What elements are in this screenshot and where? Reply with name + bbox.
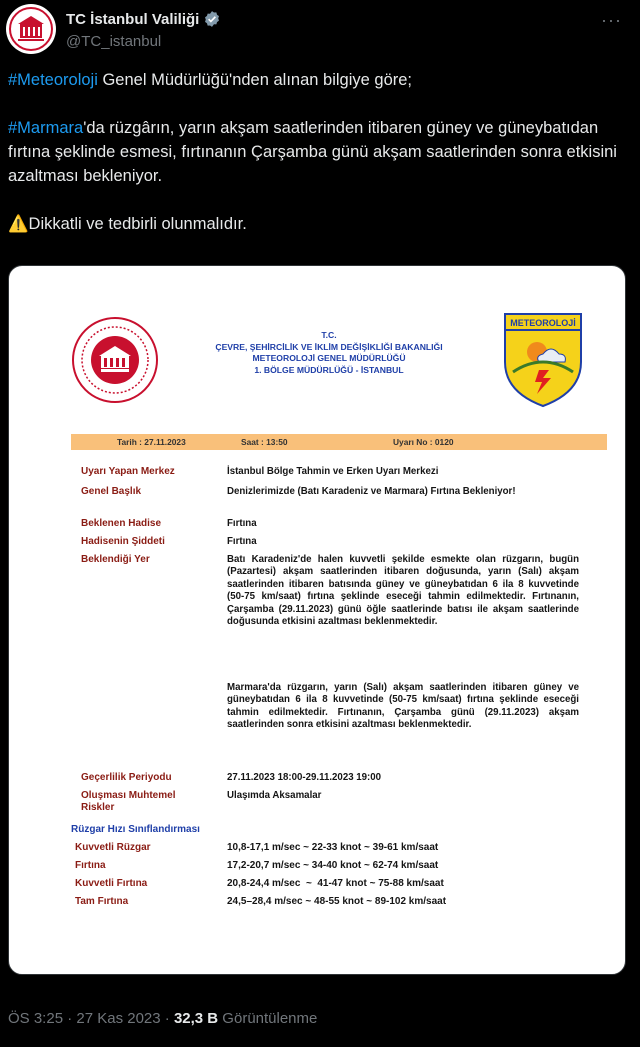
wind-class-label: Fırtına xyxy=(75,860,106,871)
field-value: Batı Karadeniz'de halen kuvvetli şekilde esmekte olan rüzgarın, bugün (Pazartesi) akşam saatlerinden itibaren doğusunda, yarın (Salı) akşam saatlerinden itibaren batısında güney ve güneybatıdan 6 ila 8 kuvvetinde (50-75 km/saat) fırtına şeklinde eseceği tahmin edilmektedir. Fırtınanın, Çarşamba (29.11.2023) günü öğle saatlerinde batısı ile akşam saatlerinde doğusunda etkisini azaltması beklenmektedir. xyxy=(227,554,579,628)
field-label: Beklenen Hadise xyxy=(81,518,162,529)
field-value: Fırtına xyxy=(227,536,257,547)
wind-class-value: 20,8-24,4 m/sec ~ 41-47 knot ~ 75-88 km/saat xyxy=(227,878,444,889)
meteorology-logo-text: METEOROLOJİ xyxy=(510,318,576,328)
field-label: Hadisenin Şiddeti xyxy=(81,536,165,547)
tweet-text xyxy=(8,68,624,236)
warning-icon: ⚠️ xyxy=(8,215,29,233)
governorship-logo-icon xyxy=(8,6,54,52)
verified-badge-icon xyxy=(203,10,221,28)
view-count: 32,3 B xyxy=(173,1010,219,1027)
field-value: Ulaşımda Aksamalar xyxy=(227,790,322,801)
wind-class-value: 10,8-17,1 m/sec ~ 22-33 knot ~ 39-61 km/saat xyxy=(227,842,439,853)
field-value: Marmara'da rüzgarın, yarın (Salı) akşam saatlerinden itibaren güney ve güneybatıdan 6 ila 8 kuvvetinde (50-75 km/saat) fırtına şeklinde eseceği tahmin edilmektedir. Fırtınanın, Çarşamba günü (29.11.2023) akşam saatlerinden sonra etkisini azaltması beklenmektedir. xyxy=(227,682,579,731)
tweet-line-2: 'da rüzgârın, yarın akşam saatlerinden itibaren güney ve güneybatıdan fırtına şeklinde esmesi, fırtınanın Çarşamba günü akşam saatlerinden sonra etkisini azaltması bekleniyor. xyxy=(8,119,617,185)
field-value: Fırtına xyxy=(227,518,257,529)
header-line: 1. BÖLGE MÜDÜRLÜĞÜ - İSTANBUL xyxy=(254,364,404,375)
wind-class-value: 17,2-20,7 m/sec ~ 34-40 knot ~ 62-74 km/saat xyxy=(227,860,439,871)
wind-classification-title: Rüzgar Hızı Sınıflandırması xyxy=(71,824,200,835)
hashtag-meteoroloji[interactable]: #Meteoroloji xyxy=(8,71,98,89)
field-label: Genel Başlık xyxy=(81,486,142,497)
field-value: Denizlerimizde (Batı Karadeniz ve Marmara) Fırtına Bekleniyor! xyxy=(227,486,516,497)
tweet-media-image[interactable] xyxy=(8,265,626,975)
views-label: Görüntülenme xyxy=(218,1010,318,1027)
header-line: ÇEVRE, ŞEHİRCİLİK VE İKLİM DEĞİŞİKLİĞİ BAKANLIĞI xyxy=(215,341,443,352)
field-value: İstanbul Bölge Tahmin ve Erken Uyarı Merkezi xyxy=(227,466,439,477)
tweet-footer xyxy=(8,1010,317,1027)
avatar[interactable] xyxy=(6,4,56,54)
ministry-seal-icon xyxy=(71,316,159,404)
hashtag-marmara[interactable]: #Marmara xyxy=(8,119,84,137)
warning-number: Uyarı No : 0120 xyxy=(393,437,454,447)
warning-info-bar xyxy=(71,434,607,450)
wind-class-label: Tam Fırtına xyxy=(75,896,129,907)
tweet-header xyxy=(6,4,634,60)
warning-time: Saat : 13:50 xyxy=(241,437,288,447)
meteorology-logo-icon xyxy=(503,312,583,408)
field-label: Beklendiği Yer xyxy=(81,554,150,565)
tweet-line-1: Genel Müdürlüğü'nden alınan bilgiye göre; xyxy=(97,71,413,89)
ministry-header xyxy=(179,330,479,376)
field-label: Oluşması Muhtemel Riskler xyxy=(81,790,176,814)
wind-class-label: Kuvvetli Rüzgar xyxy=(75,842,151,853)
tweet-line-3: Dikkatli ve tedbirli olunmalıdır. xyxy=(28,215,247,233)
field-label: Uyarı Yapan Merkez xyxy=(81,466,175,477)
author-handle[interactable]: @TC_istanbul xyxy=(66,33,162,50)
more-options-icon[interactable]: ··· xyxy=(601,10,622,30)
wind-class-value: 24,5–28,4 m/sec ~ 48-55 knot ~ 89-102 km/saat xyxy=(227,896,447,907)
tweet-timestamp[interactable]: ÖS 3:25 · 27 Kas 2023 · xyxy=(8,1010,174,1027)
wind-class-label: Kuvvetli Fırtına xyxy=(75,878,148,889)
header-line: METEOROLOJİ GENEL MÜDÜRLÜĞÜ xyxy=(252,353,406,363)
warning-date: Tarih : 27.11.2023 xyxy=(117,437,186,447)
header-line: T.C. xyxy=(321,330,337,340)
field-label: Geçerlilik Periyodu xyxy=(81,772,172,783)
author-name[interactable]: TC İstanbul Valiliği xyxy=(66,10,200,28)
field-value: 27.11.2023 18:00-29.11.2023 19:00 xyxy=(227,772,382,783)
warning-document xyxy=(9,266,625,974)
